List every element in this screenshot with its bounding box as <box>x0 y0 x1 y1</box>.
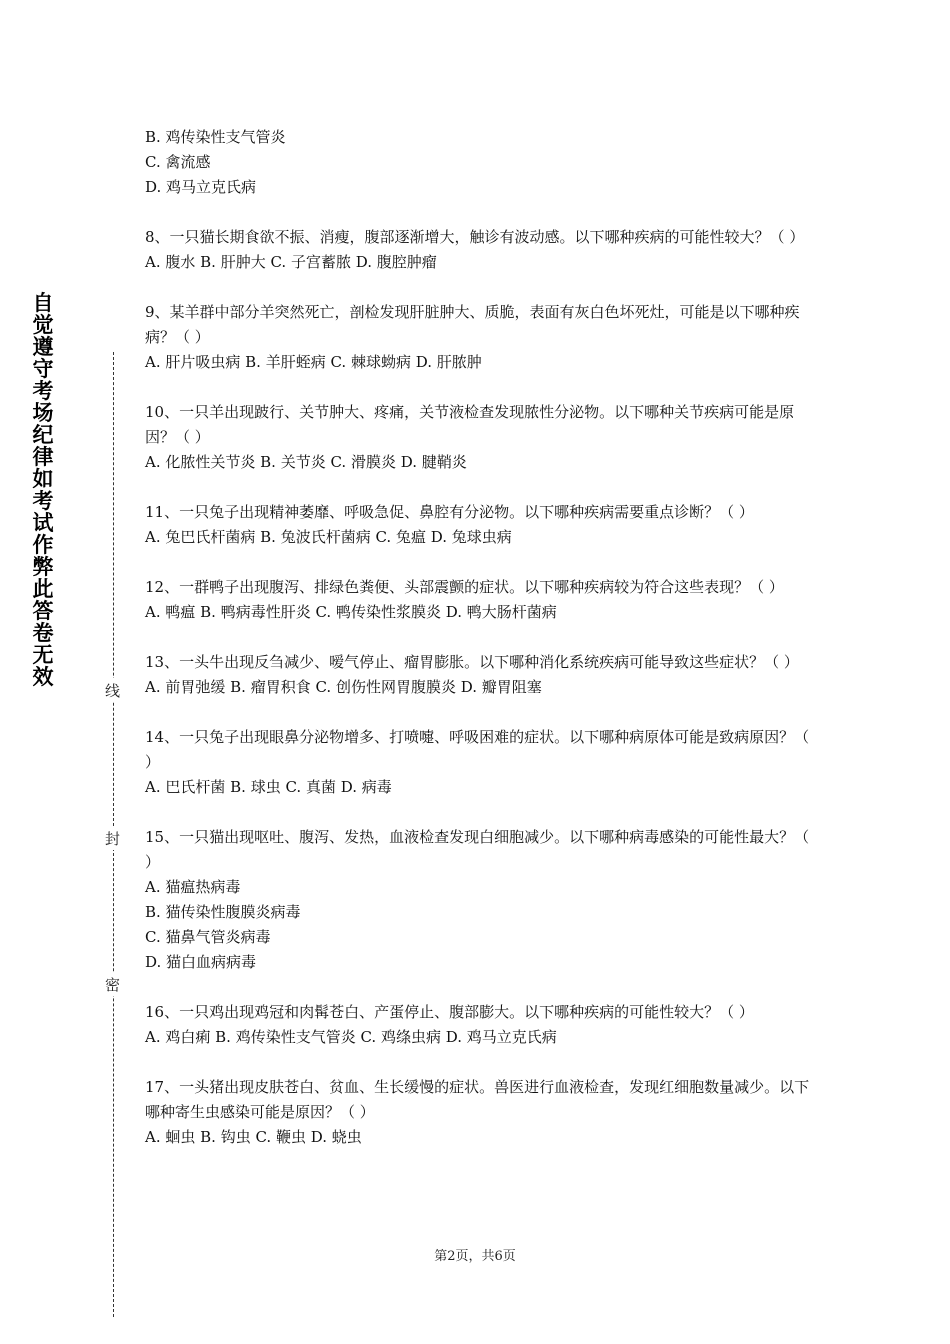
answer-options: A. 巴氏杆菌 B. 球虫 C. 真菌 D. 病毒 <box>145 778 392 796</box>
page-number: 第2页，共6页 <box>434 1249 516 1264</box>
question-text: 16、一只鸡出现鸡冠和肉髯苍白、产蛋停止、腹部膨大。以下哪种疾病的可能性较大？（ ） <box>145 1003 754 1021</box>
answer-options: A. 鸡白痢 B. 鸡传染性支气管炎 C. 鸡绦虫病 D. 鸡马立克氏病 <box>145 1028 557 1046</box>
answer-options: A. 化脓性关节炎 B. 关节炎 C. 滑膜炎 D. 腱鞘炎 <box>145 453 467 471</box>
question-text: 12、一群鸭子出现腹泻、排绿色粪便、头部震颤的症状。以下哪种疾病较为符合这些表现？（ ） <box>145 578 784 596</box>
question-list <box>145 125 815 1150</box>
question-14 <box>145 725 815 800</box>
question-text: 17、一头猪出现皮肤苍白、贫血、生长缓慢的症状。兽医进行血液检查，发现红细胞数量减少。以下哪种寄生虫感染可能是原因？（ ） <box>145 1078 810 1121</box>
question-text: 11、一只兔子出现精神萎靡、呼吸急促、鼻腔有分泌物。以下哪种疾病需要重点诊断？（ ） <box>145 503 754 521</box>
question-16 <box>145 1000 815 1050</box>
question-text: 8、一只猫长期食欲不振、消瘦，腹部逐渐增大，触诊有波动感。以下哪种疾病的可能性较大？（ ） <box>145 228 805 246</box>
question-text: 15、一只猫出现呕吐、腹泻、发热，血液检查发现白细胞减少。以下哪种病毒感染的可能性最大？（ ） <box>145 828 810 871</box>
question-17 <box>145 1075 815 1150</box>
answer-options: A. 蛔虫 B. 钩虫 C. 鞭虫 D. 蛲虫 <box>145 1128 362 1146</box>
binding-mark-seal: 封 <box>104 826 124 850</box>
answer-option: D. 猫白血病病毒 <box>145 953 257 971</box>
previous-question-options <box>145 125 815 200</box>
answer-options: A. 兔巴氏杆菌病 B. 兔波氏杆菌病 C. 兔瘟 D. 兔球虫病 <box>145 528 512 546</box>
answer-option: C. 禽流感 <box>145 153 211 171</box>
question-8 <box>145 225 815 275</box>
question-text: 14、一只兔子出现眼鼻分泌物增多、打喷嚏、呼吸困难的症状。以下哪种病原体可能是致病原因？（ ） <box>145 728 810 771</box>
question-text: 9、某羊群中部分羊突然死亡，剖检发现肝脏肿大、质脆，表面有灰白色坏死灶，可能是以下哪种疾病？（ ） <box>145 303 800 346</box>
binding-mark-secret: 密 <box>104 972 124 996</box>
answer-options: A. 腹水 B. 肝肿大 C. 子宫蓄脓 D. 腹腔肿瘤 <box>145 253 437 271</box>
answer-options: A. 前胃弛缓 B. 瘤胃积食 C. 创伤性网胃腹膜炎 D. 瓣胃阻塞 <box>145 678 542 696</box>
answer-option: C. 猫鼻气管炎病毒 <box>145 928 271 946</box>
question-15 <box>145 825 815 975</box>
question-12 <box>145 575 815 625</box>
question-text: 13、一头牛出现反刍减少、嗳气停止、瘤胃膨胀。以下哪种消化系统疾病可能导致这些症状？（ ） <box>145 653 799 671</box>
answer-options: A. 鸭瘟 B. 鸭病毒性肝炎 C. 鸭传染性浆膜炎 D. 鸭大肠杆菌病 <box>145 603 557 621</box>
exam-discipline-notice: 自觉遵守考场纪律如考试作弊此答卷无效 <box>32 291 54 689</box>
answer-option: D. 鸡马立克氏病 <box>145 178 257 196</box>
question-text: 10、一只羊出现跛行、关节肿大、疼痛，关节液检查发现脓性分泌物。以下哪种关节疾病可能是原因？（ ） <box>145 403 795 446</box>
question-10 <box>145 400 815 475</box>
answer-option: B. 鸡传染性支气管炎 <box>145 128 286 146</box>
binding-mark-line: 线 <box>104 678 124 702</box>
answer-option: B. 猫传染性腹膜炎病毒 <box>145 903 301 921</box>
question-9 <box>145 300 815 375</box>
question-11 <box>145 500 815 550</box>
question-13 <box>145 650 815 700</box>
answer-option: A. 猫瘟热病毒 <box>145 878 241 896</box>
answer-options: A. 肝片吸虫病 B. 羊肝蛭病 C. 棘球蚴病 D. 肝脓肿 <box>145 353 482 371</box>
